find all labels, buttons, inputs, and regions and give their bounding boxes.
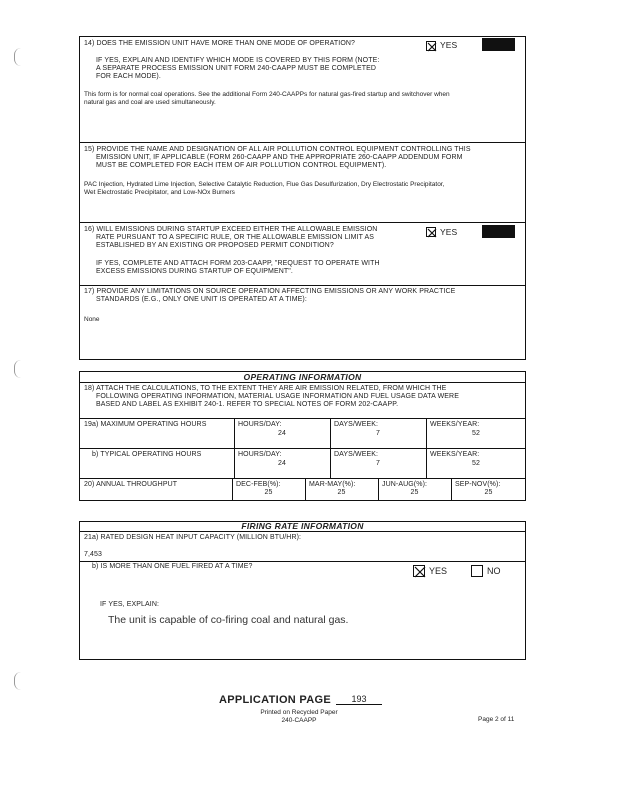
divider xyxy=(79,222,526,223)
q17-answer: None xyxy=(84,316,100,323)
q16-question-3: ESTABLISHED BY AN EXISTING OR PROPOSED PERMIT CONDITION? xyxy=(96,242,334,249)
q21b-no-label: NO xyxy=(487,566,501,576)
q19a-days-value[interactable]: 7 xyxy=(376,430,380,437)
q21b-explain-label: IF YES, EXPLAIN: xyxy=(100,601,160,608)
divider xyxy=(79,448,526,449)
redaction-block xyxy=(482,38,515,51)
q18-line-3: BASED AND LABEL AS EXHIBIT 240-1. REFER TO SPECIAL NOTES OF FORM 202-CAAPP. xyxy=(96,401,399,408)
binding-mark xyxy=(14,360,21,378)
q15-question-1: 15) PROVIDE THE NAME AND DESIGNATION OF ALL AIR POLLUTION CONTROL EQUIPMENT CONTROLLING THIS xyxy=(84,146,471,153)
q14-yes-label: YES xyxy=(440,40,458,50)
q16-instruction-2: EXCESS EMISSIONS DURING STARTUP OF EQUIPMENT". xyxy=(96,268,293,275)
q21b-yes-label: YES xyxy=(429,566,448,576)
q16-yes-checkbox[interactable] xyxy=(426,227,436,237)
q15-answer-2: Wet Electrostatic Precipitator, and Low-NOx Burners xyxy=(84,189,235,196)
dec-feb-value[interactable]: 25 xyxy=(264,489,273,496)
binding-mark xyxy=(14,48,21,66)
printed-on-recycled: Printed on Recycled Paper xyxy=(260,709,338,716)
q21a-value[interactable]: 7,453 xyxy=(84,551,103,558)
q16-question-1: 16) WILL EMISSIONS DURING STARTUP EXCEED EITHER THE ALLOWABLE EMISSION xyxy=(84,226,378,233)
q19b-days-label: DAYS/WEEK: xyxy=(334,451,379,458)
divider xyxy=(79,478,526,479)
redaction-block xyxy=(482,225,515,238)
form-id: 240-CAAPP xyxy=(281,717,317,724)
q17-question-2: STANDARDS (E.G., ONLY ONE UNIT IS OPERATED AT A TIME): xyxy=(96,296,307,303)
q14-answer-1: This form is for normal coal operations. See the additional Form 240-CAAPPs for natural gas-fired startup and switchover when xyxy=(84,91,450,98)
jun-aug-label: JUN-AUG(%): xyxy=(382,481,428,488)
q21b-yes-checkbox[interactable] xyxy=(413,565,425,577)
q16-question-2: RATE PURSUANT TO A SPECIFIC RULE, OR THE ALLOWABLE EMISSION LIMIT AS xyxy=(96,234,375,241)
application-page-number: 193 xyxy=(336,694,382,705)
q21b-label: b) IS MORE THAN ONE FUEL FIRED AT A TIME? xyxy=(92,563,253,570)
q16-yes-label: YES xyxy=(440,227,458,237)
divider xyxy=(79,285,526,286)
divider xyxy=(79,418,526,419)
q19a-label: 19a) MAXIMUM OPERATING HOURS xyxy=(84,421,207,428)
q18-line-2: FOLLOWING OPERATING INFORMATION, MATERIAL USAGE INFORMATION AND FUEL USAGE DATA WERE xyxy=(96,393,459,400)
jun-aug-value[interactable]: 25 xyxy=(410,489,419,496)
q14-question: 14) DOES THE EMISSION UNIT HAVE MORE THAN ONE MODE OF OPERATION? xyxy=(84,40,356,47)
q19b-label: b) TYPICAL OPERATING HOURS xyxy=(92,451,202,458)
q15-question-2: EMISSION UNIT, IF APPLICABLE (FORM 260-CAAPP AND THE APPROPRIATE 260-CAAPP ADDENDUM FORM xyxy=(96,154,463,161)
q19b-hours-value[interactable]: 24 xyxy=(278,460,286,467)
q16-instruction-1: IF YES, COMPLETE AND ATTACH FORM 203-CAAPP, "REQUEST TO OPERATE WITH xyxy=(96,260,380,267)
q19b-weeks-value[interactable]: 52 xyxy=(472,460,480,467)
q19b-hours-label: HOURS/DAY: xyxy=(238,451,282,458)
firing-title: FIRING RATE INFORMATION xyxy=(241,521,364,531)
q19a-hours-value[interactable]: 24 xyxy=(278,430,286,437)
section-top xyxy=(79,36,526,360)
binding-mark xyxy=(14,672,21,690)
q18-line-1: 18) ATTACH THE CALCULATIONS, TO THE EXTENT THEY ARE AIR EMISSION RELATED, FROM WHICH THE xyxy=(84,385,447,392)
divider xyxy=(79,561,526,562)
divider xyxy=(79,531,526,532)
q14-instruction-2: A SEPARATE PROCESS EMISSION UNIT FORM 240-CAAPP MUST BE COMPLETED xyxy=(96,65,377,72)
sep-nov-value[interactable]: 25 xyxy=(484,489,493,496)
q20-label: 20) ANNUAL THROUGHPUT xyxy=(84,481,178,488)
q21b-explain-value[interactable]: The unit is capable of co-firing coal and natural gas. xyxy=(108,614,349,626)
q21b-no-checkbox[interactable] xyxy=(471,565,483,577)
checkmark-icon xyxy=(427,42,437,52)
dec-feb-label: DEC-FEB(%): xyxy=(236,481,281,488)
divider xyxy=(79,142,526,143)
q14-yes-checkbox[interactable] xyxy=(426,41,436,51)
q19a-days-label: DAYS/WEEK: xyxy=(334,421,379,428)
mar-may-value[interactable]: 25 xyxy=(337,489,346,496)
checkmark-icon xyxy=(427,228,437,238)
operating-title: OPERATING INFORMATION xyxy=(243,372,362,382)
q14-instruction-1: IF YES, EXPLAIN AND IDENTIFY WHICH MODE IS COVERED BY THIS FORM (NOTE: xyxy=(96,57,380,64)
q17-question-1: 17) PROVIDE ANY LIMITATIONS ON SOURCE OPERATION AFFECTING EMISSIONS OR ANY WORK PRACTICE xyxy=(84,288,456,295)
q15-answer-1: PAC Injection, Hydrated Lime Injection, Selective Catalytic Reduction, Flue Gas Desulfurization, Dry Electrostatic Precipitator, xyxy=(84,181,445,188)
q14-instruction-3: FOR EACH MODE). xyxy=(96,73,161,80)
q19b-weeks-label: WEEKS/YEAR: xyxy=(430,451,480,458)
sep-nov-label: SEP-NOV(%): xyxy=(455,481,501,488)
page-of: Page 2 of 11 xyxy=(478,716,515,723)
divider xyxy=(79,382,526,383)
q21a-label: 21a) RATED DESIGN HEAT INPUT CAPACITY (MILLION BTU/HR): xyxy=(84,534,302,541)
q19b-days-value[interactable]: 7 xyxy=(376,460,380,467)
checkmark-icon xyxy=(414,566,426,578)
q15-question-3: MUST BE COMPLETED FOR EACH ITEM OF AIR POLLUTION CONTROL EQUIPMENT). xyxy=(96,162,387,169)
q19a-weeks-label: WEEKS/YEAR: xyxy=(430,421,480,428)
mar-may-label: MAR-MAY(%): xyxy=(309,481,356,488)
q14-answer-2: natural gas and coal are used simultaneously. xyxy=(84,99,216,106)
q19a-weeks-value[interactable]: 52 xyxy=(472,430,480,437)
q19a-hours-label: HOURS/DAY: xyxy=(238,421,282,428)
application-page-label: APPLICATION PAGE xyxy=(219,694,331,706)
